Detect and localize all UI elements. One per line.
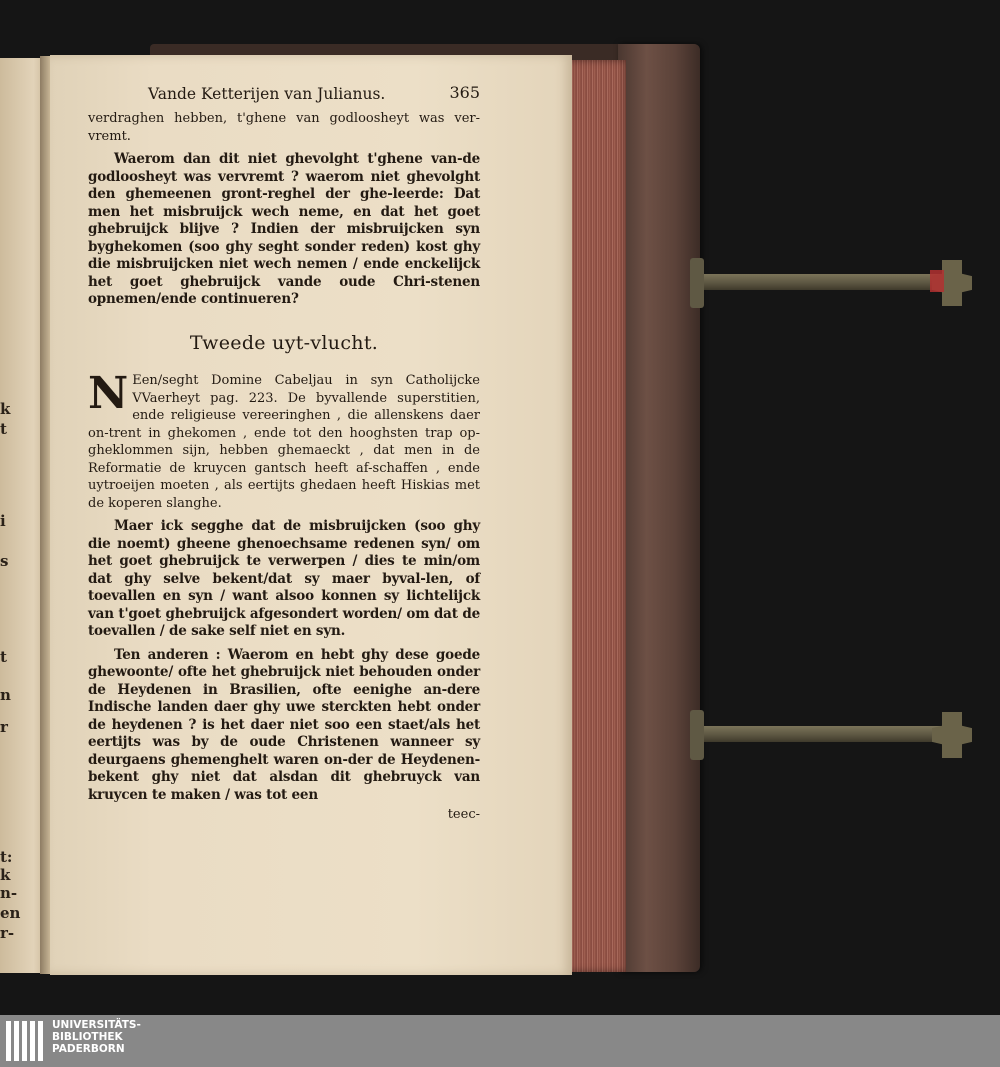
left-fragment: n- <box>0 884 18 902</box>
drop-capital: N <box>88 368 129 419</box>
library-footer <box>0 1015 1000 1067</box>
left-fragment: k <box>0 866 11 884</box>
paragraph-2-block <box>88 368 480 512</box>
left-fragment: t: <box>0 848 13 866</box>
intro-paragraph: verdraghen hebben, t'ghene van godloosheyt was ver-vremt. <box>88 111 480 144</box>
book-clasp-upper <box>690 258 972 308</box>
book-clasp-lower <box>690 710 972 760</box>
book-spine <box>618 44 700 972</box>
page-edges <box>568 60 626 972</box>
left-fragment: i <box>0 512 6 530</box>
paragraph-3: Maer ick segghe dat de misbruijcken (soo ghy die noemt) gheene ghenoechsame redenen syn/ om het goet ghebruijck te verwerpen / dies te min/om dat ghy selve bekent/dat sy maer byval-len, of toevallen en syn / want alsoo konnen sy lichtelijck van t'goet ghebruijck afgesondert worden/ om dat de toevallen / de sake self niet en syn. <box>88 518 480 639</box>
library-name <box>52 1019 141 1055</box>
paragraph-1: Waerom dan dit niet ghevolght t'ghene van-de godloosheyt was vervremt ? waerom niet ghevolght den ghemeenen gront-reghel der ghe-leerde: Dat men het misbruijck wech neme, en dat het goet ghebruijck blijve ? Indien der misbruijcken syn byghekomen (soo ghy seght sonder reden) kost ghy die misbruijcken niet wech nemen / ende enckelijck het goet ghebruijck vande oude Chri-stenen opnemen/ende continueren? <box>88 151 480 307</box>
library-name-line1: UNIVERSITÄTS- <box>52 1019 141 1031</box>
library-logo-icon <box>6 1021 46 1061</box>
section-heading: Tweede uyt-vlucht. <box>189 331 379 354</box>
left-fragment: t <box>0 420 7 438</box>
paragraph-2: Een/seght Domine Cabeljau in syn Catholijcke VVaerheyt pag. 223. De byvallende superstitien, ende religieuse vereeringhen , die allenskens daer on-trent in ghekomen , ende tot den hooghsten trap op-gheklommen sijn, hebben ghemaeckt , dat men in de Reformatie de kruycen gantsch heeft af-schaffen , ende uytroeijen moeten , als eertijts ghedaen heeft Hiskias met de koperen slanghe. <box>88 373 480 511</box>
page-text <box>88 83 480 824</box>
paragraph-4: Ten anderen : Waerom en hebt ghy dese goede ghewoonte/ ofte het ghebruijck niet behouden onder de Heydenen in Brasilien, ofte eenighe an-dere Indische landen daer ghy uwe sterckten hebt onder de heydenen ? is het daer niet soo een staet/als het eertijts was by de oude Christenen wanneer sy deurgaens ghemenghelt waren on-der de Heydenen-bekent ghy niet dat alsdan dit ghebruyck van kruycen te maken / was tot een <box>88 646 480 803</box>
left-fragment: k <box>0 400 11 418</box>
left-fragment: r <box>0 718 8 736</box>
left-fragment: n <box>0 686 11 704</box>
library-name-line2: BIBLIOTHEK <box>52 1031 123 1043</box>
page-number: 365 <box>449 83 480 102</box>
left-fragment: en <box>0 904 21 922</box>
library-name-line3: PADERBORN <box>52 1043 125 1055</box>
left-fragment: r- <box>0 924 15 942</box>
running-head-row <box>148 83 480 110</box>
running-head: Vande Ketterijen van Julianus. <box>148 85 386 103</box>
left-fragment: s <box>0 552 9 570</box>
left-fragment: t <box>0 648 7 666</box>
catchword: teec- <box>447 807 480 822</box>
